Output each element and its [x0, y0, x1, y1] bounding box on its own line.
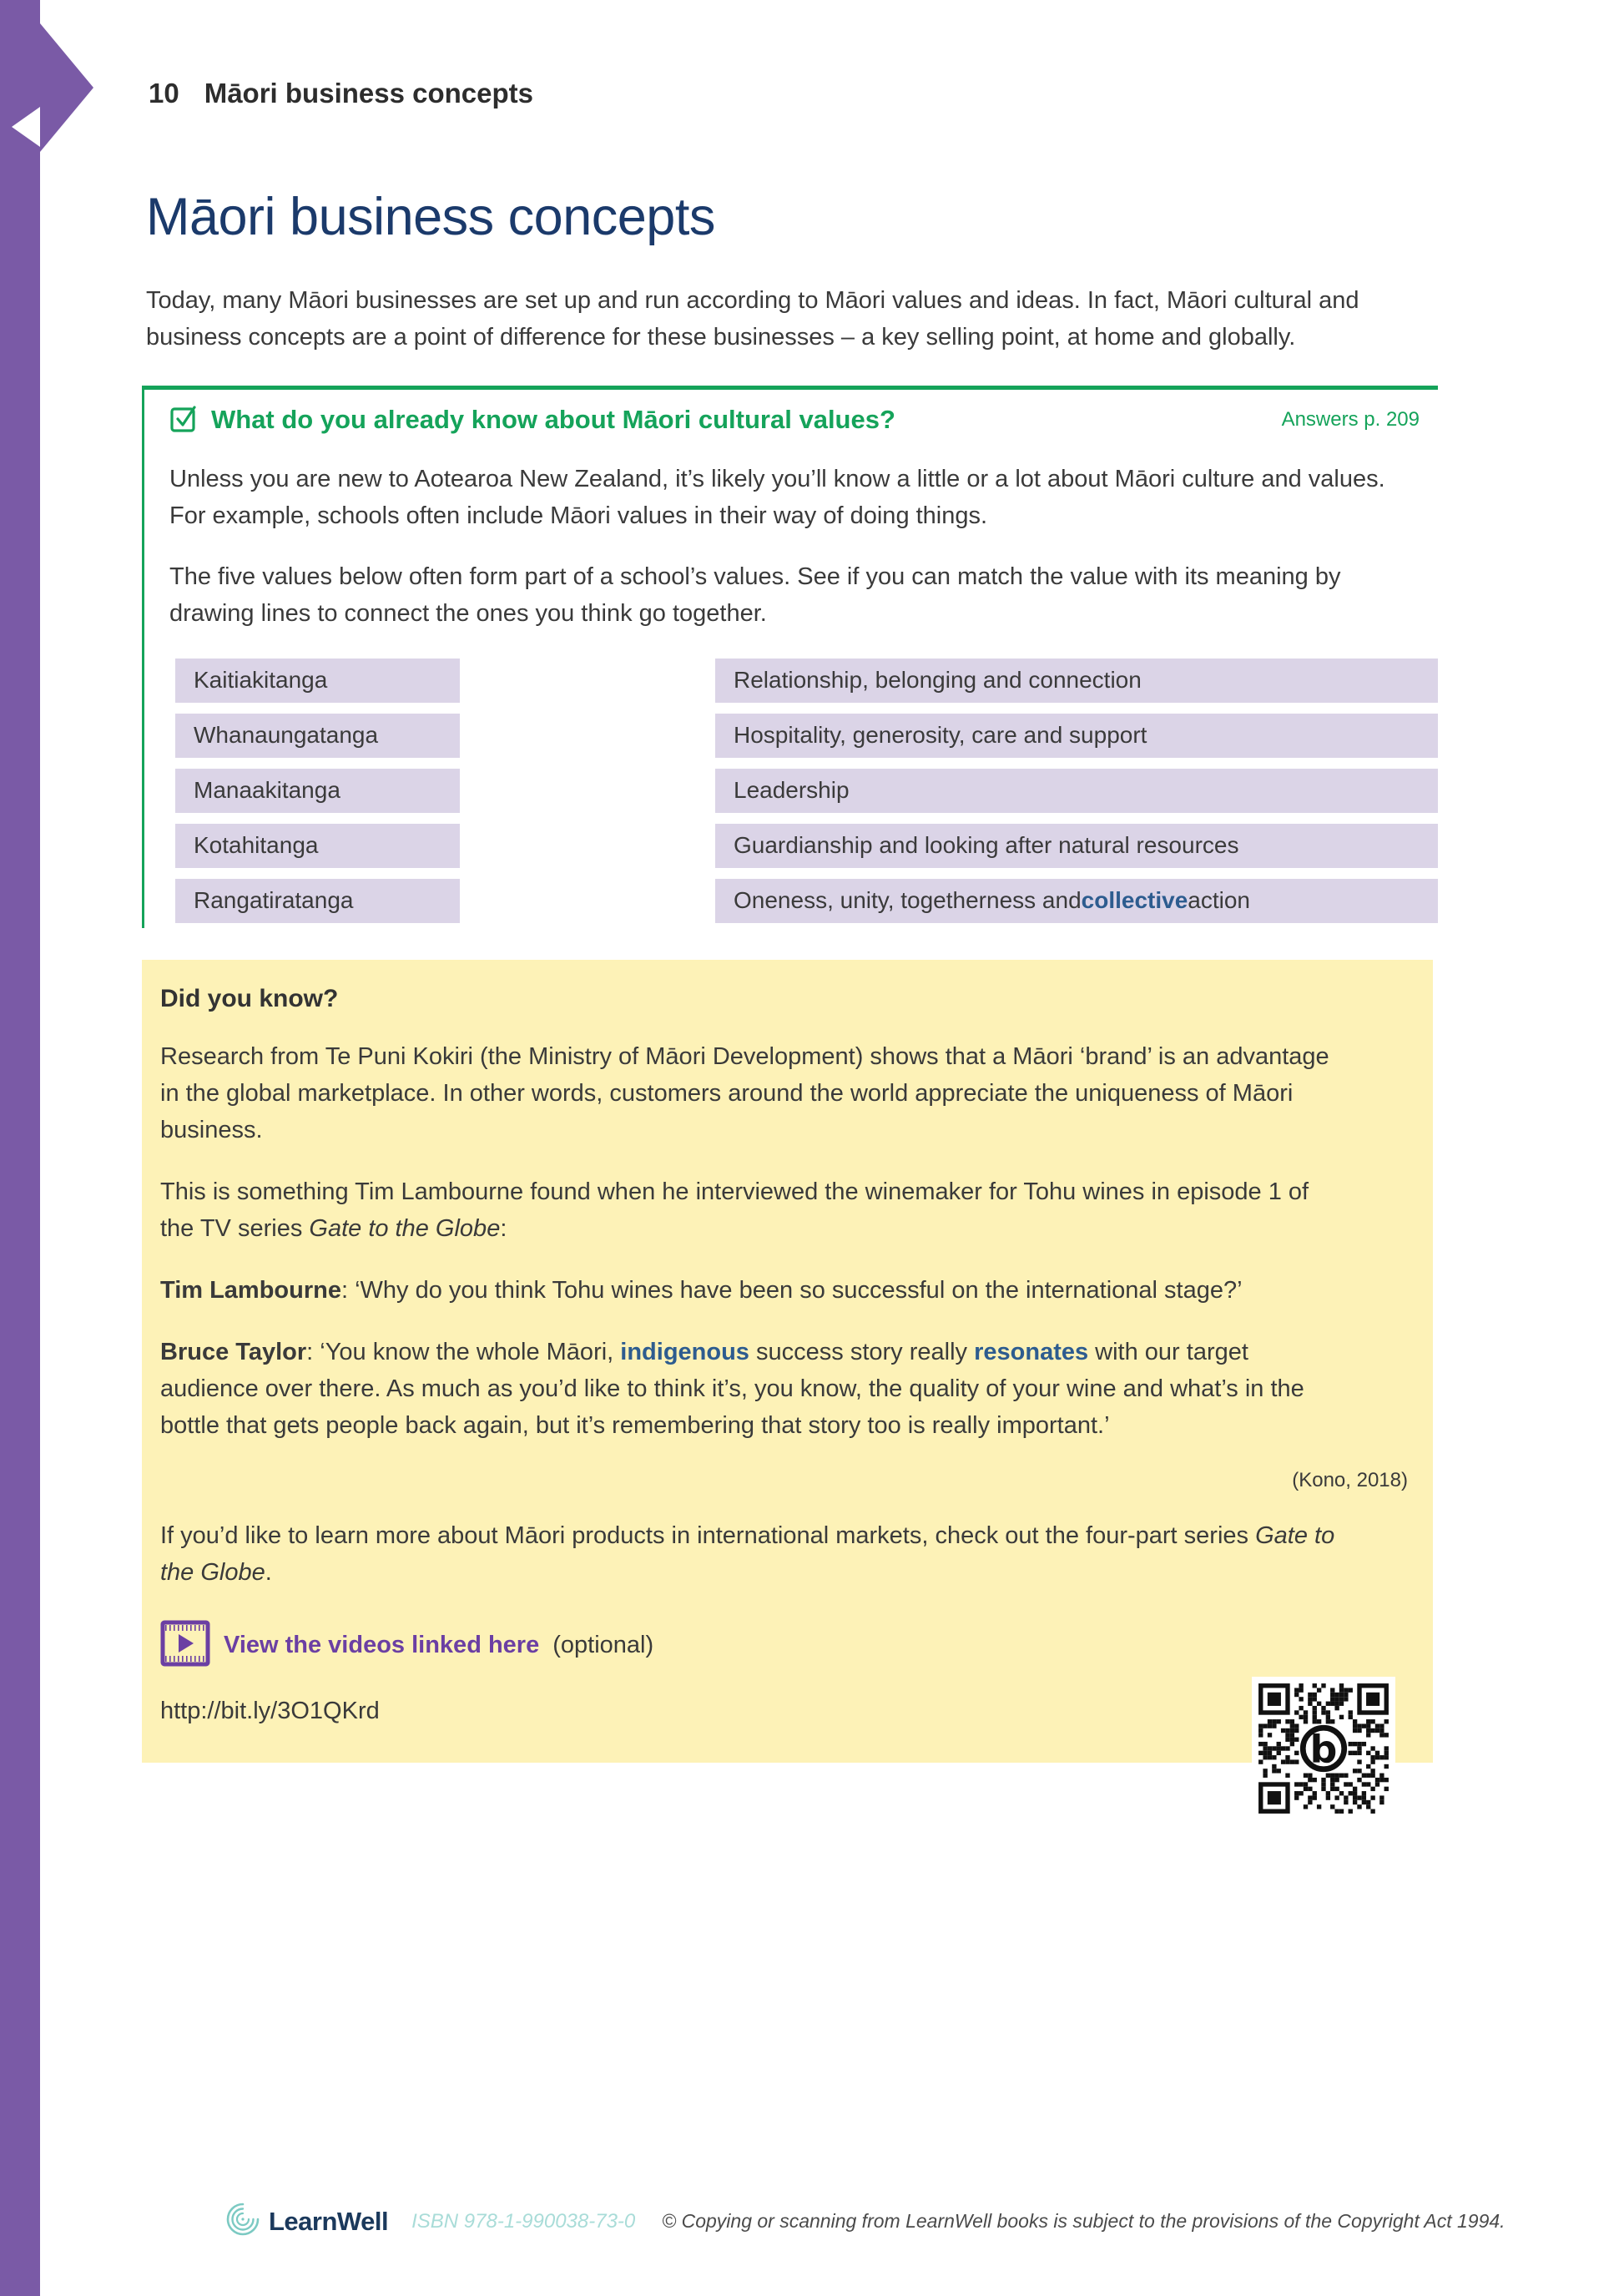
running-head-title: Māori business concepts	[204, 78, 533, 108]
activity-paragraph: The five values below often form part of a school’s values. See if you can match the value with its meaning by drawing lines to connect the ones you think go together.	[169, 563, 1341, 627]
activity-header	[169, 403, 1438, 437]
more-info-paragraph: If you’d like to learn more about Māori products in international markets, check out the four-part series Gate to the Globe.	[160, 1521, 1335, 1586]
meaning-box[interactable]: Leadership	[715, 769, 1438, 813]
isbn: ISBN 978-1-990038-73-0	[411, 2209, 636, 2233]
page-title: Māori business concepts	[146, 188, 715, 246]
meaning-box[interactable]: Relationship, belonging and connection	[715, 659, 1438, 703]
value-box[interactable]: Kotahitanga	[175, 824, 460, 868]
intro-paragraph: Today, many Māori businesses are set up and run according to Māori values and ideas. In fact, Māori cultural and business concepts are a point of difference for these businesses – a key selling point, at home and globally.	[146, 286, 1359, 351]
activity-paragraph: Unless you are new to Aotearoa New Zealand, it’s likely you’ll know a little or a lot about Māori culture and values. For example, schools often include Māori values in their way of doing things.	[169, 465, 1385, 529]
citation: (Kono, 2018)	[1292, 1468, 1408, 1491]
page-content	[142, 0, 1438, 1772]
answers-reference: Answers p. 209	[1281, 408, 1420, 431]
running-head	[142, 0, 1438, 109]
meaning-box[interactable]: Oneness, unity, togetherness and collective action	[715, 879, 1438, 923]
did-you-know-paragraph: Research from Te Puni Kokiri (the Ministry of Māori Development) shows that a Māori ‘brand’ is an advantage in the global marketplace. In other words, customers around the world appreciate the uniqueness of Māori business.	[160, 1042, 1329, 1143]
did-you-know-paragraph: This is something Tim Lambourne found when he interviewed the winemaker for Tohu wines in episode 1 of the TV series Gate to the Globe:	[160, 1178, 1309, 1242]
value-box[interactable]: Kaitiakitanga	[175, 659, 460, 703]
value-box[interactable]: Manaakitanga	[175, 769, 460, 813]
activity-heading: What do you already know about Māori cultural values?	[211, 405, 895, 435]
did-you-know-paragraph: Tim Lambourne: ‘Why do you think Tohu wines have been so successful on the international stage?’	[160, 1276, 1243, 1304]
video-link-row	[160, 1620, 1408, 1671]
value-box[interactable]: Whanaungatanga	[175, 714, 460, 758]
video-link[interactable]: View the videos linked here	[224, 1631, 540, 1658]
video-url: http://bit.ly/3O1QKrd	[160, 1697, 380, 1724]
value-box[interactable]: Rangatiratanga	[175, 879, 460, 923]
checkbox-check-icon	[169, 403, 199, 437]
did-you-know-paragraph: Bruce Taylor: ‘You know the whole Māori, indigenous success story really resonates with our target audience over there. As much as you’d like to think it’s, you know, the quality of your wine and what’s in the bottle that gets people back again, but it’s remembering that story too is really important.’	[160, 1338, 1304, 1439]
page-footer	[225, 2202, 1505, 2241]
meaning-box[interactable]: Hospitality, generosity, care and support	[715, 714, 1438, 758]
page-number: 10	[149, 78, 179, 108]
svg-text:b: b	[1309, 1727, 1338, 1772]
did-you-know-box	[142, 960, 1433, 1772]
copyright-notice: © Copying or scanning from LearnWell books is subject to the provisions of the Copyright Act 1994.	[662, 2210, 1505, 2232]
brand-name: LearnWell	[269, 2206, 389, 2236]
koru-spiral-icon	[225, 2202, 260, 2241]
meaning-box[interactable]: Guardianship and looking after natural resources	[715, 824, 1438, 868]
activity-box	[142, 386, 1438, 928]
did-you-know-heading: Did you know?	[160, 984, 339, 1012]
bitly-qr-code	[1252, 1677, 1395, 1820]
chapter-arrow-icon	[0, 0, 100, 2296]
video-link-note: (optional)	[552, 1631, 654, 1658]
film-play-icon	[160, 1620, 210, 1671]
match-grid	[175, 659, 1438, 923]
